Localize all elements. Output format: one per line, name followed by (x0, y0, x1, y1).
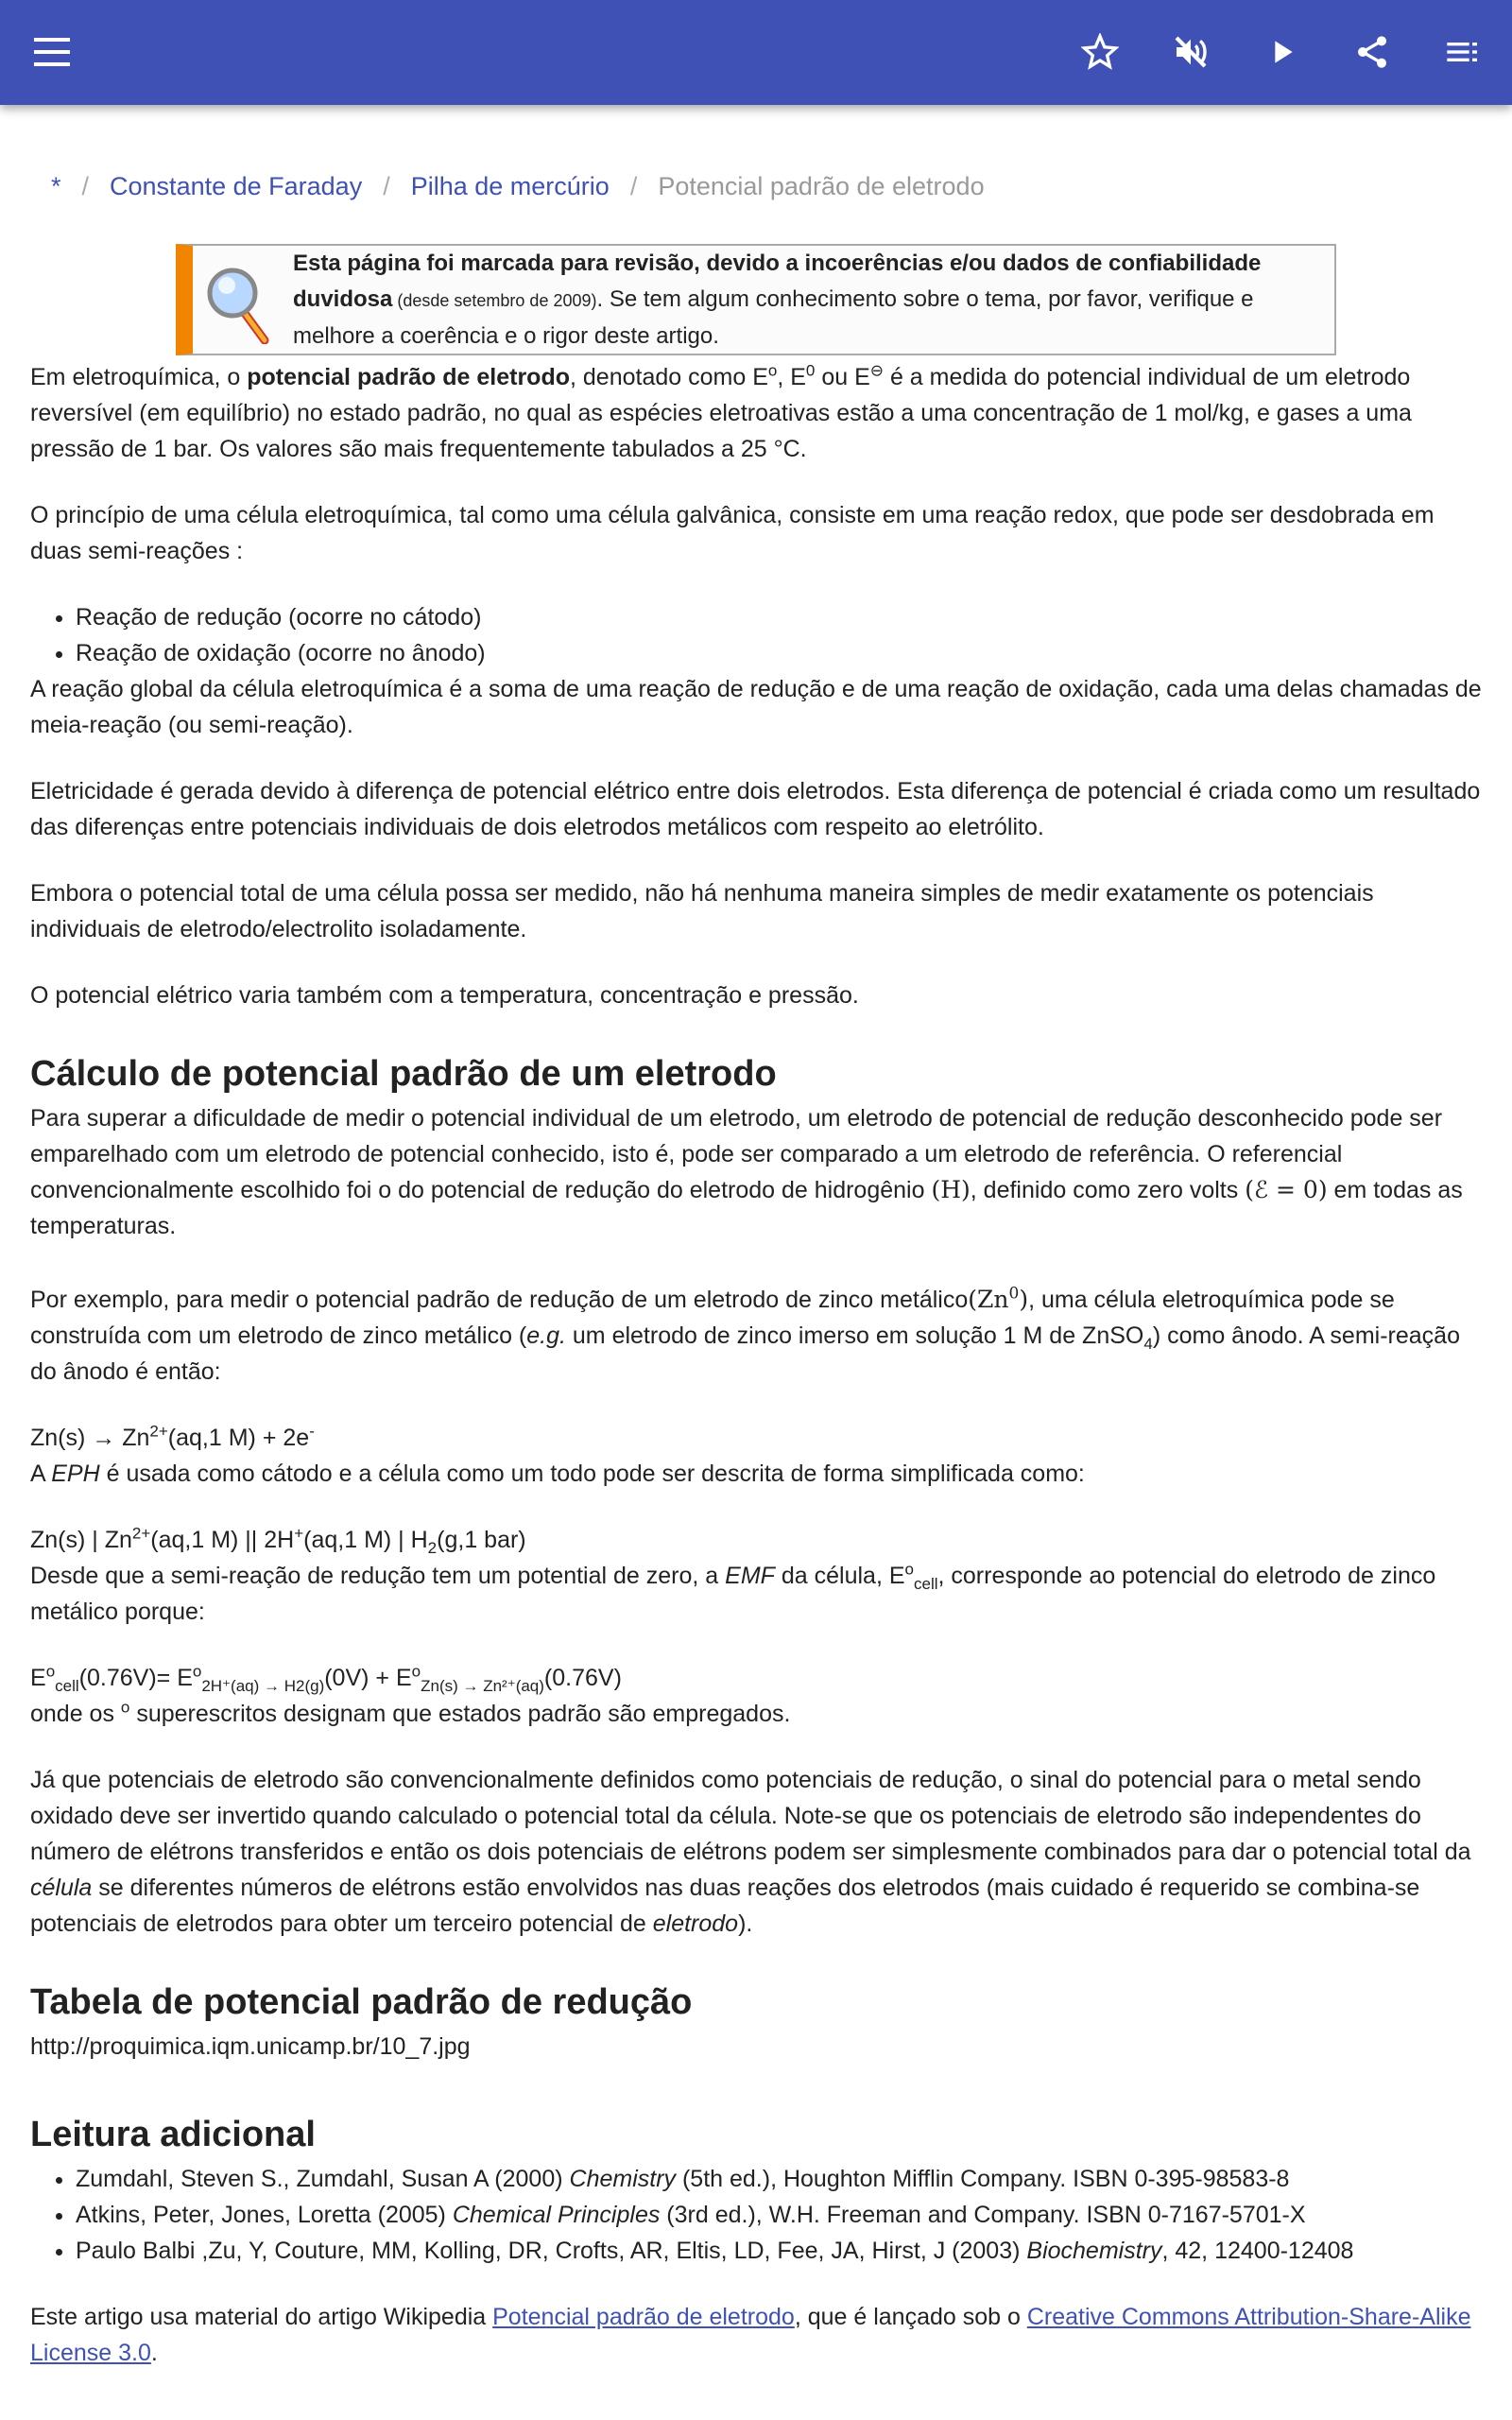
sub: cell (914, 1575, 938, 1593)
review-date: (desde setembro de 2009) (392, 291, 597, 310)
paragraph: O princípio de uma célula eletroquímica, tal como uma célula galvânica, consiste em uma reação redox, que pode ser desdobrada em duas semi-reações : (30, 502, 1435, 564)
text: Paulo Balbi ,Zu, Y, Couture, MM, Kolling, DR, Crofts, AR, Eltis, LD, Fee, JA, Hirst, J (2003) (76, 2238, 1027, 2264)
references-list (76, 2161, 1486, 2269)
list-item: • Reação de oxidação (ocorre no ânodo) (76, 635, 1486, 671)
term: potencial padrão de eletrodo (247, 364, 570, 390)
text: Para superar a dificuldade de medir o potencial individual de um eletrodo, um eletrodo de potencial de redução desconhecido pode ser emparelhado com um eletrodo de potencial conhecido, isto é, pode ser comparado a um eletrodo de referência. O referencial convencionalmente escolhido foi o do potencial de redução do eletrodo de hidrogênio (30, 1105, 1443, 1203)
text: Em eletroquímica, o (30, 364, 248, 390)
reference-item (76, 2161, 1486, 2197)
math: (ℰ = 0) (1245, 1176, 1328, 1203)
sup: - (309, 1422, 315, 1441)
section-heading-leitura: Leitura adicional (30, 2115, 316, 2154)
sup: 0 (1008, 1284, 1020, 1304)
text: em todas as temperaturas. (30, 1177, 1463, 1239)
paragraph (30, 1282, 1486, 1390)
intro-paragraph (30, 359, 1486, 467)
text: , 42, 12400-12408 (1161, 2238, 1354, 2264)
text: A (30, 1461, 52, 1487)
license-footer (30, 2299, 1486, 2371)
text: Zumdahl, Steven S., Zumdahl, Susan A (2000) (76, 2166, 570, 2192)
text: superescritos designam que estados padrão são empregados. (129, 1701, 791, 1727)
text: . (150, 2340, 158, 2366)
text: Chemistry (569, 2166, 677, 2192)
share-icon[interactable] (1349, 29, 1395, 75)
breadcrumb-pilha-de-mercurio[interactable]: Pilha de mercúrio (410, 172, 610, 200)
text: , E (777, 364, 806, 390)
half-reactions-list (76, 599, 1486, 671)
text: , que é lançado sob o (794, 2304, 1027, 2330)
text: Chemical Principles (452, 2202, 661, 2228)
text: EMF (725, 1563, 775, 1589)
review-bold: Esta página foi marcada para revisão, devido a incoerências e/ou dados de confiabilidade duvidosa (293, 251, 1262, 312)
review-notice (176, 244, 1336, 355)
equation-cell (30, 1522, 1486, 1558)
paragraph (30, 1696, 1486, 1732)
text: Este artigo usa material do artigo Wikipedia (30, 2304, 493, 2330)
paragraph: Eletricidade é gerada devido à diferença de potencial elétrico entre dois eletrodos. Esta diferença de potencial é criada como um resultado das diferenças entre potenciais individuais de dois eletrodos metálicos com respeito ao eletrólito. (30, 778, 1481, 840)
paragraph (30, 1762, 1486, 1942)
paragraph (30, 1456, 1486, 1492)
text: ou E (815, 364, 870, 390)
star-icon[interactable] (1077, 29, 1123, 75)
breadcrumb-constante-de-faraday[interactable]: Constante de Faraday (110, 172, 363, 200)
sub: cell (55, 1677, 79, 1695)
text: célula (30, 1875, 93, 1901)
sub: 2 (427, 1539, 438, 1557)
breadcrumb-separator: / (81, 172, 90, 200)
review-text: . Se tem algum conhecimento sobre o tema, por favor, verifique e melhore a coerência e o rigor deste artigo. (293, 286, 1254, 349)
text: Já que potenciais de eletrodo são convencionalmente definidos como potenciais de redução, o sinal do potencial para o metal sendo oxidado deve ser invertido quando calculado o potencial total da célula. Note-se que os potenciais de eletrodo são independentes do número de elétrons transferidos e então os dois potenciais de elétrons podem ser simplesmente combinados para dar o potencial total da (30, 1767, 1471, 1865)
text: Zn(s) | Zn (30, 1527, 132, 1553)
text: , denotado como E (570, 364, 768, 390)
text: ) como ânodo. A semi-reação do ânodo é então: (30, 1322, 1460, 1385)
sup: 2+ (131, 1524, 151, 1543)
text: eletrodo (652, 1910, 739, 1937)
paragraph (30, 1100, 1486, 1244)
text: é a medida do potencial individual de um eletrodo reversível (em equilíbrio) no estado padrão, no qual as espécies eletroativas estão a uma concentração de 1 mol/kg, e gases a uma pressão de 1 bar. Os valores são mais frequentemente tabulados a 25 °C. (30, 364, 1412, 462)
paragraph: Embora o potencial total de uma célula possa ser medido, não há nenhuma maneira simples de medir exatamente os potenciais individuais de eletrodo/electrolito isoladamente. (30, 880, 1374, 942)
sup: ⊖ (869, 361, 885, 380)
reference-item (76, 2233, 1486, 2269)
sub: 2H⁺(aq) → H2(g) (201, 1677, 325, 1695)
text: , uma célula eletroquímica pode se construída com um eletrodo de zinco metálico ( (30, 1287, 1395, 1349)
text: ). (738, 1910, 753, 1937)
reference-item (76, 2197, 1486, 2233)
breadcrumb-home[interactable]: * (51, 172, 61, 200)
text: Zn(s) → Zn (30, 1425, 150, 1451)
volume-off-icon[interactable] (1168, 29, 1213, 75)
list-item: • Reação de redução (ocorre no cátodo) (76, 599, 1486, 635)
text: (0.76V)= E (78, 1665, 193, 1691)
text: (5th ed.), Houghton Mifflin Company. ISBN 0-395-98583-8 (676, 2166, 1290, 2192)
sup: o (767, 361, 778, 380)
math: (H) (931, 1176, 971, 1203)
breadcrumb (51, 168, 985, 204)
equation-anode (30, 1420, 1486, 1456)
text: e.g. (526, 1322, 566, 1349)
text: é usada como cátodo e a célula como um todo pode ser descrita de forma simplificada como: (99, 1461, 1085, 1487)
magnifier-icon (206, 265, 278, 355)
text: um eletrodo de zinco imerso em solução 1 M de ZnSO (565, 1322, 1144, 1349)
sup: o (192, 1662, 202, 1681)
paragraph: O potencial elétrico varia também com a temperatura, concentração e pressão. (30, 982, 859, 1009)
sup: 0 (805, 361, 816, 380)
math: ) (1019, 1286, 1029, 1313)
sub: Zn(s) → Zn²⁺(aq) (421, 1677, 544, 1695)
text: , definido como zero volts (970, 1177, 1246, 1203)
text: Por exemplo, para medir o potencial padrão de redução de um eletrodo de zinco metálico (30, 1287, 969, 1313)
text: (0V) + E (324, 1665, 412, 1691)
app-bar (0, 0, 1512, 105)
menu-icon[interactable] (34, 38, 70, 77)
section-heading-calculo: Cálculo de potencial padrão de um eletrodo (30, 1054, 777, 1094)
sup: o (45, 1662, 56, 1681)
paragraph: A reação global da célula eletroquímica é a soma de uma reação de redução e de uma reação de oxidação, cada uma delas chamadas de meia-reação (ou semi-reação). (30, 676, 1482, 738)
wikipedia-article-link[interactable]: Potencial padrão de eletrodo (492, 2304, 795, 2330)
text: EPH (51, 1461, 100, 1487)
equation-emf (30, 1660, 1486, 1696)
sup: o (120, 1698, 130, 1717)
breadcrumb-separator: / (383, 172, 390, 200)
section-heading-tabela: Tabela de potencial padrão de redução (30, 1982, 693, 2022)
breadcrumb-current: Potencial padrão de eletrodo (658, 172, 985, 200)
text: se diferentes números de elétrons estão envolvidos nas duas reações dos eletrodos (mais cuidado é requerido se combina-se potenciais de eletrodos para obter um terceiro potencial de (30, 1875, 1420, 1937)
text: onde os (30, 1701, 121, 1727)
table-url: http://proquimica.iqm.unicamp.br/10_7.jpg (30, 2033, 471, 2060)
text: (g,1 bar) (437, 1527, 526, 1553)
text: (3rd ed.), W.H. Freeman and Company. ISBN 0-7167-5701-X (660, 2202, 1306, 2228)
text: E (30, 1665, 46, 1691)
article-body (30, 359, 1486, 2401)
text: Atkins, Peter, Jones, Loretta (2005) (76, 2202, 453, 2228)
sup: o (904, 1560, 914, 1579)
math: (Zn (968, 1286, 1009, 1313)
sup: 2+ (149, 1422, 168, 1441)
license-link[interactable]: Creative Commons Attribution-Share-Alike License 3.0 (30, 2304, 1471, 2366)
sup: o (411, 1662, 421, 1681)
text: da célula, E (774, 1563, 905, 1589)
text: (0.76V) (543, 1665, 622, 1691)
sub: 4 (1143, 1335, 1153, 1353)
text: (aq,1 M) || 2H (150, 1527, 295, 1553)
play-icon[interactable] (1259, 29, 1304, 75)
text: (aq,1 M) | H (303, 1527, 428, 1553)
paragraph (30, 1558, 1486, 1630)
text: Biochemistry (1026, 2238, 1162, 2264)
breadcrumb-separator: / (629, 172, 638, 200)
list-icon[interactable] (1440, 29, 1486, 75)
text: (aq,1 M) + 2e (167, 1425, 310, 1451)
text: , corresponde ao potencial do eletrodo de zinco metálico porque: (30, 1563, 1436, 1625)
sup: + (294, 1524, 304, 1543)
text: Desde que a semi-reação de redução tem um potential de zero, a (30, 1563, 726, 1589)
